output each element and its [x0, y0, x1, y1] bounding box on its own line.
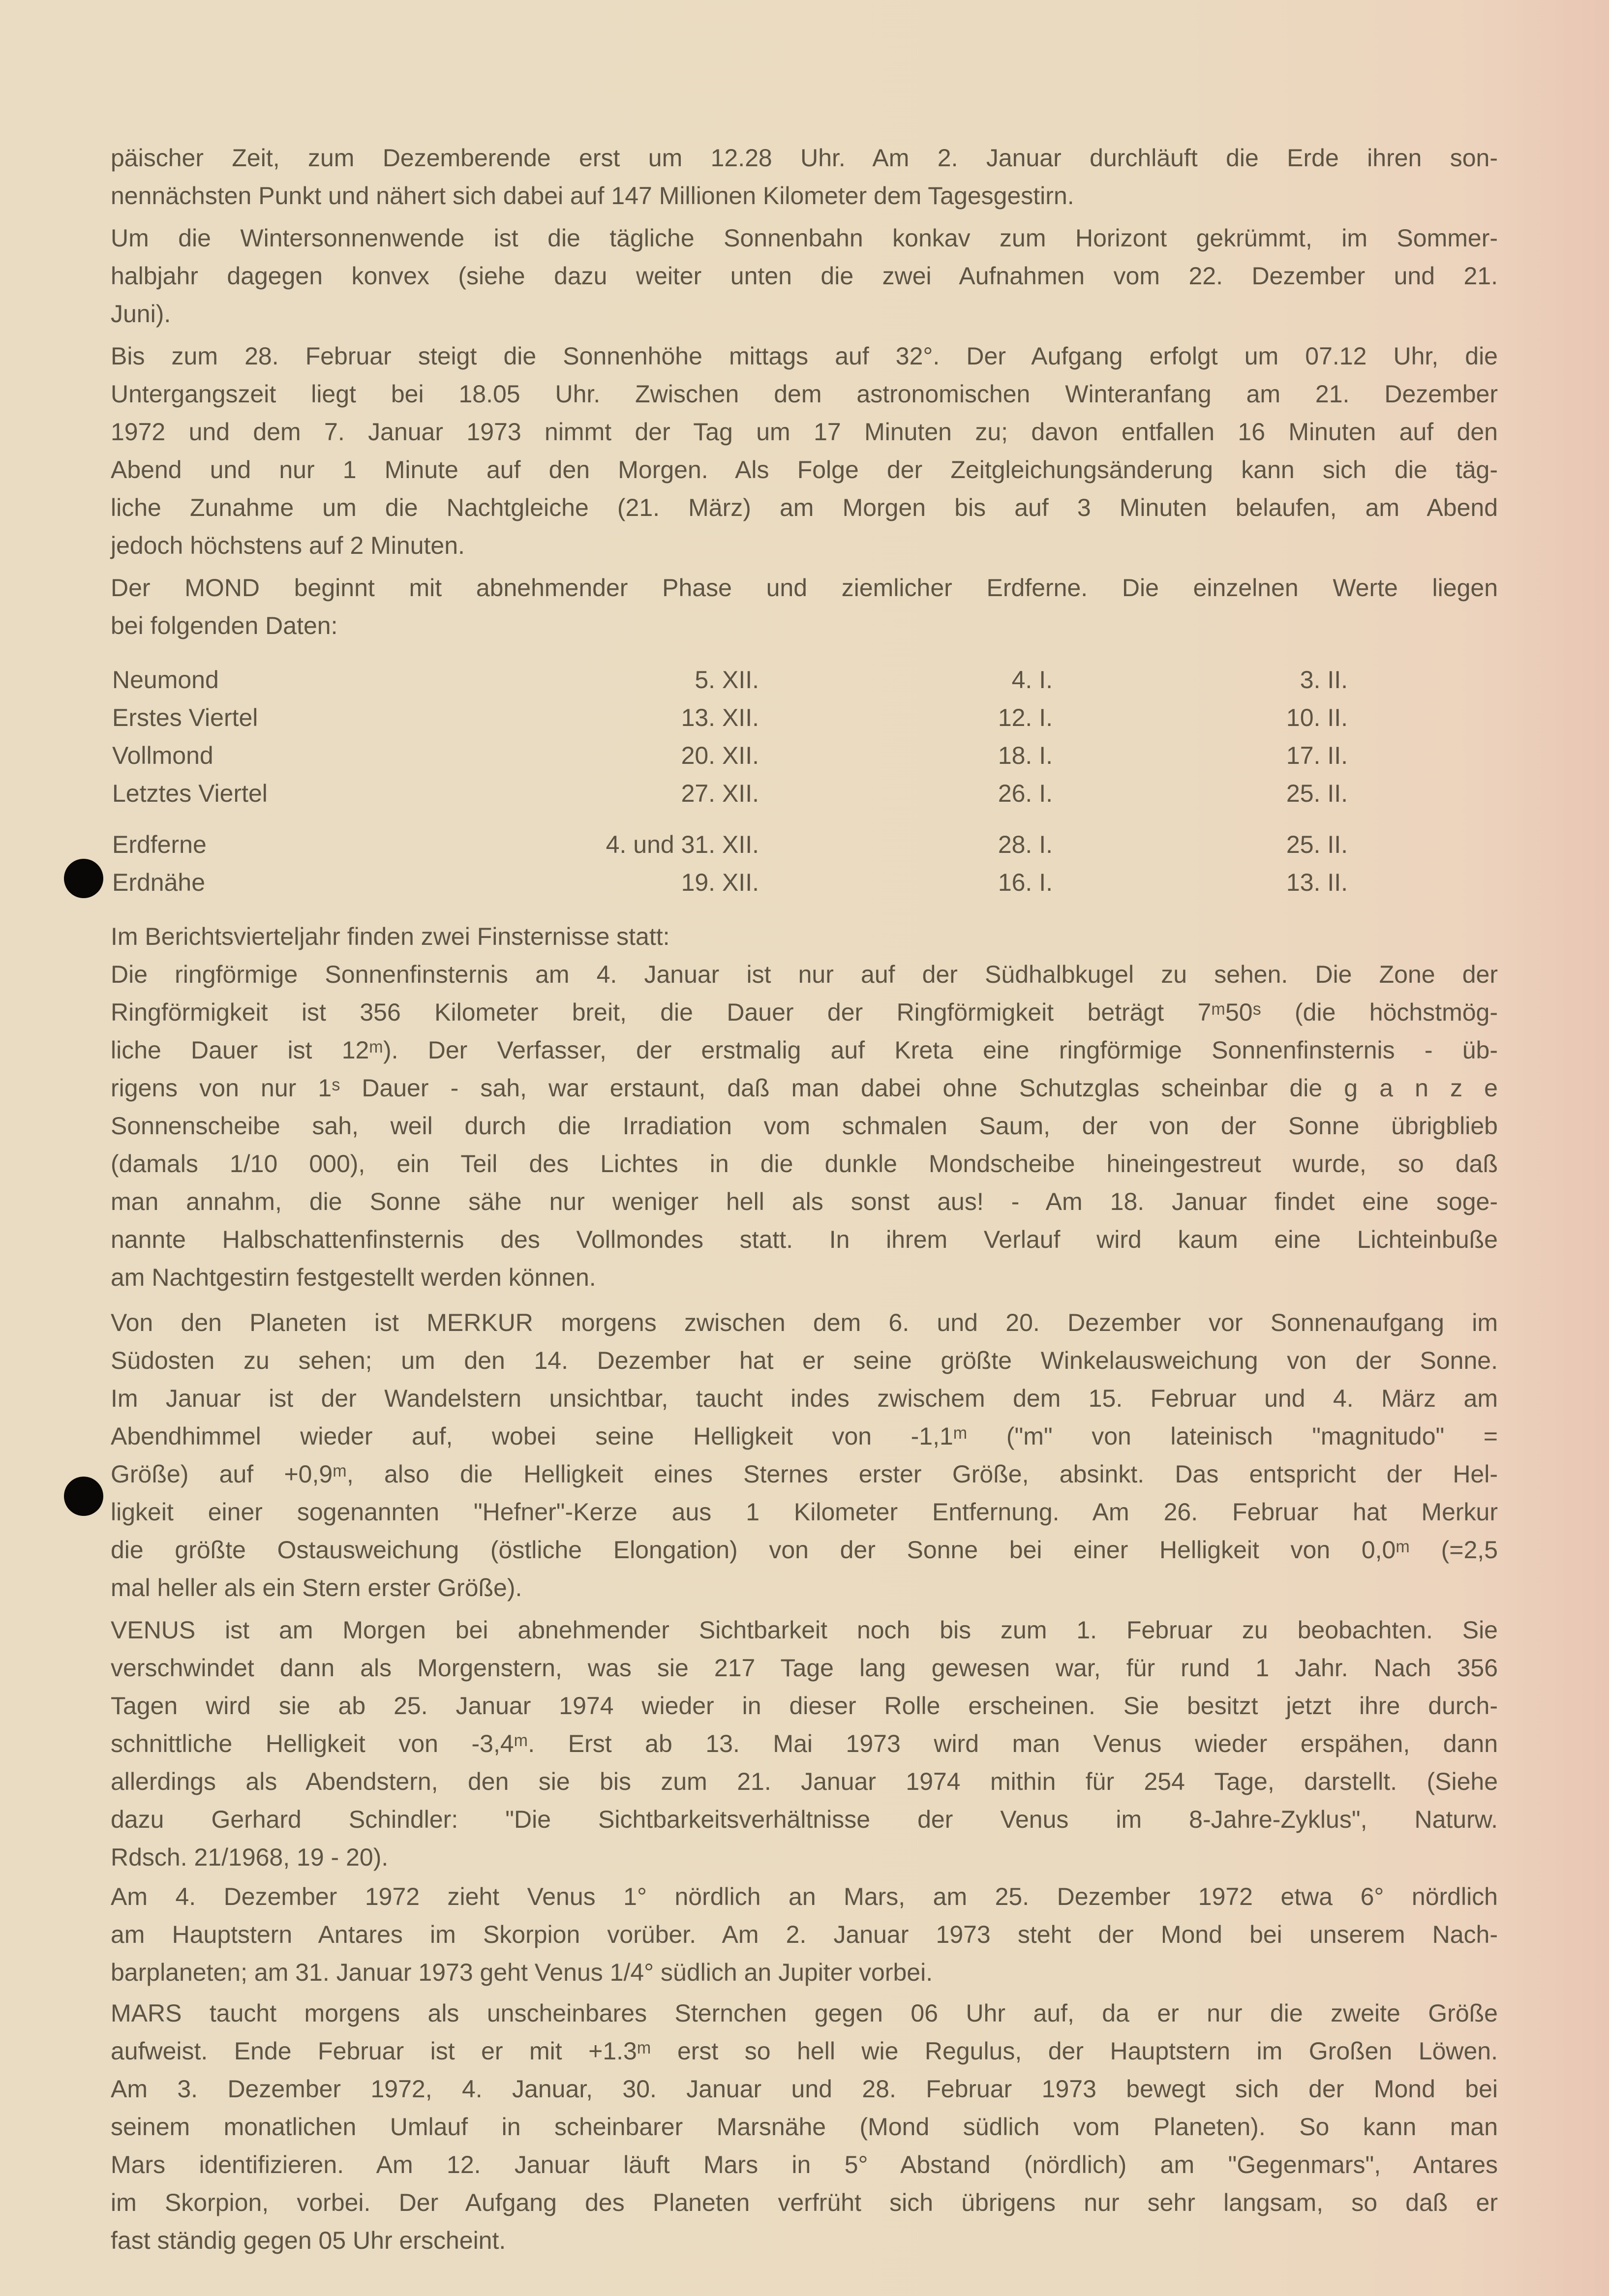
date-cell: 28. I. — [998, 831, 1053, 858]
paragraph — [111, 139, 1498, 215]
text-line: am Hauptstern Antares im Skorpion vorüber. Am 2. Januar 1973 steht der Mond bei unserem Nach- — [111, 1921, 1498, 1948]
text-line: Im Berichtsvierteljahr finden zwei Finsternisse statt: — [111, 923, 670, 950]
text-line: Tagen wird sie ab 25. Januar 1974 wieder in dieser Rolle erscheinen. Sie besitzt jetzt ihre durch- — [111, 1692, 1498, 1720]
text-line: Mars identifizieren. Am 12. Januar läuft Mars in 5° Abstand (nördlich) am "Gegenmars", Antares — [111, 2151, 1498, 2178]
date-cell: 27. XII. — [681, 780, 759, 807]
text-line: Am 3. Dezember 1972, 4. Januar, 30. Januar und 28. Februar 1973 bewegt sich der Mond bei — [111, 2075, 1498, 2103]
paragraph — [111, 219, 1498, 333]
text-line: rigens von nur 1ˢ Dauer - sah, war erstaunt, daß man dabei ohne Schutzglas scheinbar die g a n z e — [111, 1074, 1498, 1102]
text-line: (damals 1/10 000), ein Teil des Lichtes in die dunkle Mondscheibe hineingestreut wurde, so daß — [111, 1150, 1498, 1178]
text-line: Sonnenscheibe sah, weil durch die Irradiation vom schmalen Saum, der von der Sonne übrigblieb — [111, 1112, 1498, 1140]
text-line: man annahm, die Sonne sähe nur weniger hell als sonst aus! - Am 18. Januar findet eine soge- — [111, 1188, 1498, 1215]
text-line: die größte Ostausweichung (östliche Elongation) von der Sonne bei einer Helligkeit von 0,0ᵐ (=2,5 — [111, 1536, 1498, 1564]
text-line: bei folgenden Daten: — [111, 612, 338, 639]
text-line: MARS taucht morgens als unscheinbares Sternchen gegen 06 Uhr auf, da er nur die zweite Größe — [111, 1999, 1498, 2027]
text-line: VENUS ist am Morgen bei abnehmender Sichtbarkeit noch bis zum 1. Februar zu beobachten. Sie — [111, 1616, 1498, 1644]
table-row — [111, 775, 1498, 813]
paragraph — [111, 1994, 1498, 2260]
text-line: Von den Planeten ist MERKUR morgens zwischen dem 6. und 20. Dezember vor Sonnenaufgang im — [111, 1309, 1498, 1336]
text-line: dazu Gerhard Schindler: "Die Sichtbarkeitsverhältnisse der Venus im 8-Jahre-Zyklus", Naturw. — [111, 1806, 1498, 1833]
paragraph — [111, 1304, 1498, 1607]
text-line: Juni). — [111, 300, 171, 328]
table-row — [111, 699, 1498, 737]
paragraph — [111, 1611, 1498, 1876]
row-label: Vollmond — [112, 742, 213, 769]
text-line: nennächsten Punkt und nähert sich dabei auf 147 Millionen Kilometer dem Tagesgestirn. — [111, 182, 1074, 210]
text-line: nannte Halbschattenfinsternis des Vollmondes statt. In ihrem Verlauf wird kaum eine Lichteinbuße — [111, 1226, 1498, 1253]
date-cell: 19. XII. — [681, 869, 759, 896]
text-line: Der MOND beginnt mit abnehmender Phase und ziemlicher Erdferne. Die einzelnen Werte liegen — [111, 574, 1498, 602]
text-line: fast ständig gegen 05 Uhr erscheint. — [111, 2227, 506, 2254]
date-cell: 17. II. — [1286, 742, 1348, 769]
text-line: Untergangszeit liegt bei 18.05 Uhr. Zwischen dem astronomischen Winteranfang am 21. Dezember — [111, 380, 1498, 408]
text-line: päischer Zeit, zum Dezemberende erst um 12.28 Uhr. Am 2. Januar durchläuft die Erde ihren son- — [111, 144, 1498, 172]
text-line: allerdings als Abendstern, den sie bis zum 21. Januar 1974 mithin für 254 Tage, darstellt. (Siehe — [111, 1768, 1498, 1795]
date-cell: 13. II. — [1286, 869, 1348, 896]
text-line: mal heller als ein Stern erster Größe). — [111, 1574, 522, 1601]
paragraph — [111, 569, 1498, 645]
table-row — [111, 737, 1498, 775]
text-line: schnittliche Helligkeit von -3,4ᵐ. Erst ab 13. Mai 1973 wird man Venus wieder erspähen, dann — [111, 1730, 1498, 1757]
text-line: Südosten zu sehen; um den 14. Dezember hat er seine größte Winkelausweichung von der Sonne. — [111, 1347, 1498, 1374]
date-cell: 25. II. — [1286, 831, 1348, 858]
paragraph — [111, 337, 1498, 565]
text-line: aufweist. Ende Februar ist er mit +1.3ᵐ erst so hell wie Regulus, der Hauptstern im Großen Löwen. — [111, 2037, 1498, 2065]
row-label: Erdnähe — [112, 869, 206, 896]
date-cell: 25. II. — [1286, 780, 1348, 807]
text-line: barplaneten; am 31. Januar 1973 geht Venus 1/4° südlich an Jupiter vorbei. — [111, 1959, 933, 1986]
eclipse-planet-paragraphs — [111, 918, 1498, 2260]
document-page — [111, 139, 1498, 2260]
text-line: im Skorpion, vorbei. Der Aufgang des Planeten verfrüht sich übrigens nur sehr langsam, so daß er — [111, 2189, 1498, 2216]
text-line: liche Zunahme um die Nachtgleiche (21. März) am Morgen bis auf 3 Minuten belaufen, am Abend — [111, 494, 1498, 521]
date-cell: 12. I. — [998, 704, 1053, 731]
text-line: am Nachtgestirn festgestellt werden können. — [111, 1264, 596, 1291]
table-row — [111, 826, 1498, 864]
row-label: Neumond — [112, 666, 219, 694]
intro-paragraphs — [111, 139, 1498, 645]
text-line: ligkeit einer sogenannten "Hefner"-Kerze aus 1 Kilometer Entfernung. Am 26. Februar hat Merkur — [111, 1498, 1498, 1526]
text-line: Bis zum 28. Februar steigt die Sonnenhöhe mittags auf 32°. Der Aufgang erfolgt um 07.12 Uhr, die — [111, 342, 1498, 370]
date-cell: 4. und 31. XII. — [606, 831, 759, 858]
text-line: Im Januar ist der Wandelstern unsichtbar, taucht indes zwischem dem 15. Februar und 4. März am — [111, 1385, 1498, 1412]
text-line: Die ringförmige Sonnenfinsternis am 4. Januar ist nur auf der Südhalbkugel zu sehen. Die Zone der — [111, 961, 1498, 988]
date-cell: 10. II. — [1286, 704, 1348, 731]
date-cell: 20. XII. — [681, 742, 759, 769]
row-label: Erdferne — [112, 831, 207, 858]
text-line: Ringförmigkeit ist 356 Kilometer breit, die Dauer der Ringförmigkeit beträgt 7ᵐ50ˢ (die höchstmög- — [111, 998, 1498, 1026]
date-cell: 3. II. — [1300, 666, 1348, 694]
text-line: Um die Wintersonnenwende ist die tägliche Sonnenbahn konkav zum Horizont gekrümmt, im Sommer- — [111, 224, 1498, 252]
date-cell: 4. I. — [1011, 666, 1053, 694]
date-cell: 18. I. — [998, 742, 1053, 769]
text-line: Abend und nur 1 Minute auf den Morgen. Als Folge der Zeitgleichungsänderung kann sich die täg- — [111, 456, 1498, 483]
text-line: verschwindet dann als Morgenstern, was sie 217 Tage lang gewesen war, für rund 1 Jahr. Nach 356 — [111, 1654, 1498, 1682]
text-line: seinem monatlichen Umlauf in scheinbarer Marsnähe (Mond südlich vom Planeten). So kann man — [111, 2113, 1498, 2141]
row-label: Letztes Viertel — [112, 780, 268, 807]
text-line: liche Dauer ist 12ᵐ). Der Verfasser, der erstmalig auf Kreta eine ringförmige Sonnenfinsternis - üb- — [111, 1036, 1498, 1064]
text-line: jedoch höchstens auf 2 Minuten. — [111, 532, 465, 559]
paragraph — [111, 918, 1498, 1297]
moon-phase-table — [111, 661, 1498, 902]
text-line: Rdsch. 21/1968, 19 - 20). — [111, 1843, 389, 1871]
text-line: 1972 und dem 7. Januar 1973 nimmt der Tag um 17 Minuten zu; davon entfallen 16 Minuten auf den — [111, 418, 1498, 446]
table-row — [111, 661, 1498, 699]
text-line: Abendhimmel wieder auf, wobei seine Helligkeit von -1,1ᵐ ("m" von lateinisch "magnitudo" = — [111, 1422, 1498, 1450]
punch-hole-top — [64, 859, 103, 898]
row-label: Erstes Viertel — [112, 704, 258, 731]
date-cell: 5. XII. — [695, 666, 759, 694]
table-row — [111, 864, 1498, 902]
text-line: Größe) auf +0,9ᵐ, also die Helligkeit eines Sternes erster Größe, absinkt. Das entspricht der Hel- — [111, 1460, 1498, 1488]
date-cell: 26. I. — [998, 780, 1053, 807]
punch-hole-bottom — [64, 1477, 103, 1516]
date-cell: 16. I. — [998, 869, 1053, 896]
date-cell: 13. XII. — [681, 704, 759, 731]
text-line: Am 4. Dezember 1972 zieht Venus 1° nördlich an Mars, am 25. Dezember 1972 etwa 6° nördlich — [111, 1883, 1498, 1910]
text-line: halbjahr dagegen konvex (siehe dazu weiter unten die zwei Aufnahmen vom 22. Dezember und 21. — [111, 262, 1498, 290]
paragraph — [111, 1878, 1498, 1992]
